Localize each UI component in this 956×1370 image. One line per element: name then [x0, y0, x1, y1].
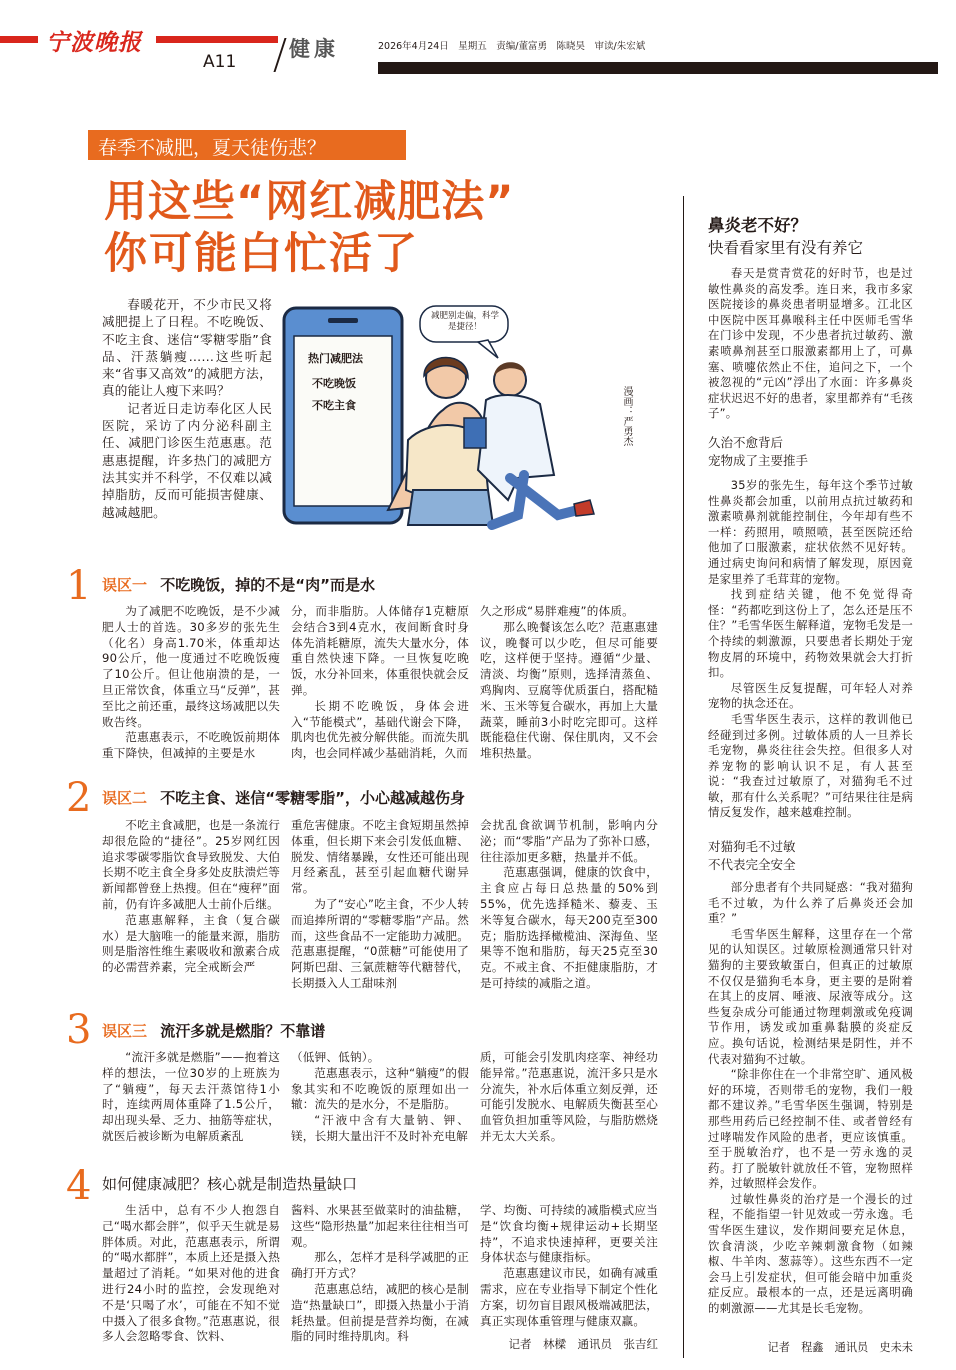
section-2-heading	[102, 787, 465, 808]
sidebar-subhead-1: 久治不愈背后 宠物成了主要推手	[708, 435, 809, 468]
sidebar-subhead-2: 对猫狗毛不过敏 不代表完全安全	[708, 839, 796, 872]
section-3-title: 流汗多就是燃脂？不靠谱	[160, 1022, 326, 1040]
s3-c1-p1: “流汗多就是燃脂”——抱着这样的想法，一位30岁的上班族为了“躺瘦”，每天去汗蒸馆待1小时，连续两周体重降了1.5公斤，却出现头晕、乏力、抽筋等症状，就医后被诊断为电解质紊乱	[102, 1050, 280, 1143]
sidebar-subtitle: 快看看家里有没有养它	[708, 239, 864, 257]
newspaper-logo: 宁波晚报	[46, 29, 142, 56]
headline-line-2: 你可能白忙活了	[104, 229, 419, 279]
section-4-number: 4	[66, 1163, 92, 1209]
section-4-col-1	[102, 1203, 280, 1345]
intro-text	[102, 296, 272, 521]
article-byline: 记者 林樑 通讯员 张吉红	[508, 1337, 658, 1351]
section-2-col-1	[102, 818, 280, 976]
section-1-title: 不吃晚饭，掉的不是“肉”而是水	[160, 576, 375, 594]
section-3-number: 3	[66, 1007, 92, 1053]
doctor-book	[464, 418, 486, 448]
section-3-heading	[102, 1020, 325, 1041]
phone-screen-text-2: 不吃晚饭	[312, 377, 356, 390]
section-4-col-2	[291, 1203, 469, 1345]
comic-drawing	[278, 300, 638, 532]
section-4-title: 如何健康减肥？核心就是制造热量缺口	[102, 1175, 358, 1193]
s4-c1-p1: 生活中，总有不少人抱怨自己“喝水都会胖”，似乎天生就是易胖体质。对此，范惠惠表示，所谓的“喝水都胖”，本质上还是摄入热量超过了消耗。“如果对他的进食进行24小时的监控，会发现绝对不是‘只喝了水’，可能在不知不觉中摄入了很多食物。”范惠惠说，很多人会忽略零食、饮料、	[102, 1203, 280, 1344]
sidebar-b2-p4: 过敏性鼻炎的治疗是一个漫长的过程，不能指望一针见效或一劳永逸。毛雪华医生建议，发作期间要充足休息，饮食清淡，少吃辛辣刺激食物（如辣椒、牛羊肉、葱蒜等）。这些东西不一定会马上引发症状，但可能会暗中加重炎症反应。最根本的一点，还是远离明确的刺激源——尤其是长毛宠物。	[708, 1191, 913, 1316]
section-1-col-3	[480, 604, 658, 762]
sidebar-title: 鼻炎老不好？	[708, 216, 807, 235]
s2-c1-p2: 范惠惠解释，主食（复合碳水）是大脑唯一的能量来源，脂肪则是脂溶性维生素吸收和激素合成的必需营养素，完全戒断会严	[102, 912, 280, 975]
sidebar-b1-p4: 毛雪华医生表示，这样的教训他已经碰到过多例。过敏体质的人一旦养长毛宠物，鼻炎往往会失控。但很多人对养宠物的影响认识不足，有人甚至说：“我查过过敏原了，对猫狗毛不过敏，那有什么关系呢？”可结果往往是病情反复发作，越来越难控制。	[708, 711, 913, 820]
sidebar-byline: 记者 程鑫 通讯员 史未未	[767, 1341, 913, 1354]
s3-c3-p1: 质，可能会引发肌肉痉挛、神经功能异常。”范惠惠说，流汗多只是水分流失，补水后体重立刻反弹，还可能引发脱水、电解质失衡甚至心血管负担加重等风险，与脂肪燃烧并无太大关系。	[480, 1050, 658, 1143]
section-3-col-1	[102, 1050, 280, 1145]
speech-bubble-text: 减肥别走偏，科学是捷径！	[430, 311, 499, 332]
speech-bubble-tail	[478, 340, 498, 358]
page-number: A11	[203, 52, 237, 72]
section-1-col-2	[291, 604, 469, 762]
s4-c2-p2: 那么，怎样才是科学减肥的正确打开方式？	[291, 1250, 469, 1281]
phone-speaker	[328, 318, 358, 323]
issue-meta: 2026年4月24日 星期五 责编/董富勇 陈晓昊 审读/朱宏斌	[378, 41, 646, 52]
sidebar-b2-p1: 部分患者有个共同疑惑：“我对猫狗毛不过敏，为什么养了后鼻炎还会加重？”	[708, 880, 913, 926]
sidebar-lead-para: 春天是赏青赏花的好时节，也是过敏性鼻炎的高发季。连日来，我市多家医院接诊的鼻炎患者明显增多。江北区中医院中医耳鼻喉科主任中医师毛雪华在门诊中发现，不少患者抗过敏药、激素喷鼻剂甚至口服激素都用上了，可鼻塞、喷嚏依然止不住，追问之下，一个被忽视的“元凶”浮出了水面：许多鼻炎症状迟迟不好的患者，家里都养有“毛孩子”。	[708, 266, 913, 421]
masthead-red-bar-right	[156, 36, 278, 43]
section-2-label: 误区二	[102, 789, 148, 807]
sidebar-b1-p1: 35岁的张先生，每年这个季节过敏性鼻炎都会加重，以前用点抗过敏药和激素喷鼻剂就能控制住，今年却有些不一样：药照用，喷照喷，甚至医院还给他加了口服激素，症状依然不见好转。通过病史询问和病情了解发现，原因竟是家里养了毛茸茸的宠物。	[708, 478, 913, 586]
section-1-heading	[102, 574, 375, 595]
section-2-number: 2	[66, 775, 92, 821]
sidebar-b2-p3: “除非你住在一个非常空旷、通风极好的环境，否则带毛的宠物，我们一般都不建议养。”毛雪华医生强调，特别是那些用药后已经控制不佳、或者曾经有过哮喘发作风险的患者，更应该慎重。至于脱敏治疗，也不是一劳永逸的灵药。打了脱敏针就放任不管，宠物照样养，过敏照样会发作。	[708, 1067, 913, 1191]
s2-c2-p2: 为了“安心”吃主食，不少人转而追捧所谓的“零糖零脂”产品。然而，这些食品不一定能助力减肥。范惠惠提醒，“0蔗糖”可能使用了阿斯巴甜、三氯蔗糖等代糖替代，长期摄入人工甜味剂	[291, 896, 469, 990]
section-4-col-3	[480, 1203, 658, 1329]
s2-c3-p1: 会扰乱食欲调节机制，影响内分泌；而“零脂”产品为了弥补口感，往往添加更多糖，热量并不低。	[480, 818, 658, 864]
s1-c2-p2: 长期不吃晚饭，身体会进入“节能模式”，基础代谢会下降，肌肉也优先被分解供能。而流失肌肉，也会同样减少基础消耗，久而	[291, 698, 469, 761]
doctor-shoe	[574, 500, 594, 516]
sidebar-b2-p2: 毛雪华医生解释，这里存在一个常见的认知误区。过敏原检测通常只针对猫狗的主要致敏蛋白，但真正的过敏原不仅仅是猫狗毛本身，更主要的是附着在其上的皮屑、唾液、尿液等成分。这些复杂成分可能通过物理刺激或免疫调节作用，诱发或加重鼻黏膜的炎症反应。换句话说，检测结果是阴性，并不代表对猫狗不过敏。	[708, 926, 913, 1066]
section-1-col-1	[102, 604, 280, 762]
sidebar-b1-p3: 尽管医生反复提醒，可年轻人对养宠物的执念还在。	[708, 680, 913, 711]
s1-c1-p2: 范惠惠表示，不吃晚饭前期体重下降快，但减掉的主要是水	[102, 730, 280, 761]
sidebar-body-1	[708, 478, 913, 821]
s3-c2-p1: （低钾、低钠）。	[291, 1050, 380, 1064]
s2-c3-p2: 范惠惠强调，健康的饮食中，主食应占每日总热量的50%到55%，优先选择糙米、藜麦、玉米等复合碳水，每天200克至300克；脂肪选择橄榄油、深海鱼、坚果等不饱和脂肪，每天25克至30克。不戒主食、不拒健康脂肪，才是可持续的减脂之道。	[480, 865, 658, 990]
woman-jeans	[408, 490, 493, 525]
section-divider	[273, 38, 286, 72]
s4-c2-p3: 范惠惠总结，减肥的核心是制造“热量缺口”，即摄入热量小于消耗热量。但前提是营养均衡，在减脂的同时维持肌肉。科	[291, 1281, 469, 1344]
intro-para-1: 春暖花开，不少市民又将减肥提上了日程。不吃晚饭、不吃主食、迷信“零糖零脂”食品、汗蒸躺瘦……这些听起来“省事又高效”的减肥方法，真的能让人瘦下来吗？	[102, 297, 272, 399]
s1-c3-p1: 久之形成“易胖难瘦”的体质。	[480, 604, 634, 618]
s3-c2-p3: “汗液中含有大量钠、钾、镁，长期大量出汗不及时补充电解	[291, 1113, 469, 1143]
section-name: 健康	[289, 37, 339, 61]
s1-c1-p1: 为了减肥不吃晚饭，是不少减肥人士的首选。30多岁的张先生（化名）身高1.70米，体重却达90公斤，他一度通过不吃晚饭瘦了10公斤。但让他崩溃的是，一旦正常饮食，体重立马“反弹”，甚至比之前还重，最终这场减肥以失败告终。	[102, 604, 280, 729]
comic-credit: 漫画：严勇杰	[621, 386, 632, 446]
phone-screen-text-3: 不吃主食	[312, 399, 356, 412]
s2-c2-p1: 重危害健康。不吃主食短期虽然掉体重，但长期下来会引发低血糖、脱发、情绪暴躁，女性还可能出现月经紊乱，甚至引起血糖代谢异常。	[291, 818, 469, 896]
masthead-red-bar-left	[0, 36, 38, 43]
section-2-col-3	[480, 818, 658, 992]
masthead-rule	[378, 62, 938, 74]
s1-c3-p2: 那么晚餐该怎么吃？范惠惠建议，晚餐可以少吃，但尽可能要吃，这样便于坚持。遵循“少量、清淡、均衡”原则，选择清蒸鱼、鸡胸肉、豆腐等优质蛋白，搭配糙米、玉米等复合碳水，再加上大量蔬菜，睡前3小时吃完即可。这样既能稳住代谢、保住肌肉，又不会堆积热量。	[480, 619, 658, 761]
section-3-label: 误区三	[102, 1022, 148, 1040]
section-1-number: 1	[66, 563, 92, 609]
s2-c1-p1: 不吃主食减肥，也是一条流行却很危险的“捷径”。25岁网红因追求零碳零脂饮食导致脱发、大伯长期不吃主食全身多处皮肤溃烂等新闻都曾登上热搜。但在“瘦秤”面前，仍有许多减肥人士前仆后继。	[102, 818, 280, 911]
s4-c3-p1: 学、均衡、可持续的减脂模式应当是“饮食均衡+规律运动+长期坚持”，不追求快速掉秤，更要关注身体状态与健康指标。	[480, 1203, 658, 1265]
s3-c2-p2: 范惠惠表示，这种“躺瘦”的假象其实和不吃晚饭的原理如出一辙：流失的是水分，不是脂肪。	[291, 1065, 469, 1112]
s4-c2-p1: 酱料、水果甚至做菜时的油盐糖，这些“隐形热量”加起来往往相当可观。	[291, 1203, 469, 1249]
comic-illustration	[278, 300, 638, 532]
headline-line-1: 用这些“网红减肥法”	[104, 177, 515, 227]
kicker-text: 春季不减肥，夏天徒伤悲？	[98, 137, 327, 159]
sidebar-b1-p2: 找到症结关键，他不免觉得奇怪：“药都吃到这份上了，怎么还是压不住？”毛雪华医生解释道，宠物毛发是一个持续的刺激源，只要患者长期处于宠物皮屑的环境中，药物效果就会大打折扣。	[708, 587, 913, 680]
sidebar-lead	[708, 266, 913, 422]
section-3-col-2	[291, 1050, 469, 1145]
section-2-col-2	[291, 818, 469, 992]
sidebar-divider	[683, 196, 684, 1358]
section-2-title: 不吃主食、迷信“零糖零脂”，小心越减越伤身	[160, 789, 465, 807]
section-3-col-3	[480, 1050, 658, 1145]
s4-c3-p2: 范惠惠建议市民，如确有减重需求，应在专业指导下制定个性化方案，切勿盲目跟风极端减肥法，真正实现体重管理与健康双赢。	[480, 1266, 658, 1328]
sidebar-body-2	[708, 880, 913, 1317]
phone-screen-text-1: 热门减肥法	[308, 352, 363, 365]
intro-para-2: 记者近日走访奉化区人民医院，采访了内分泌科副主任、减肥门诊医生范惠惠。范惠惠提醒，许多热门的减肥方法其实并不科学，不仅难以减掉脂肪，反而可能损害健康、越减越肥。	[102, 400, 272, 520]
section-1-label: 误区一	[102, 576, 148, 594]
s1-c2-p1: 分，而非脂肪。人体储存1克糖原会结合3到4克水，夜间断食时身体先消耗糖原，流失大量水分，体重自然快速下降。一旦恢复吃晚饭，水分补回来，体重很快就会反弹。	[291, 604, 469, 697]
